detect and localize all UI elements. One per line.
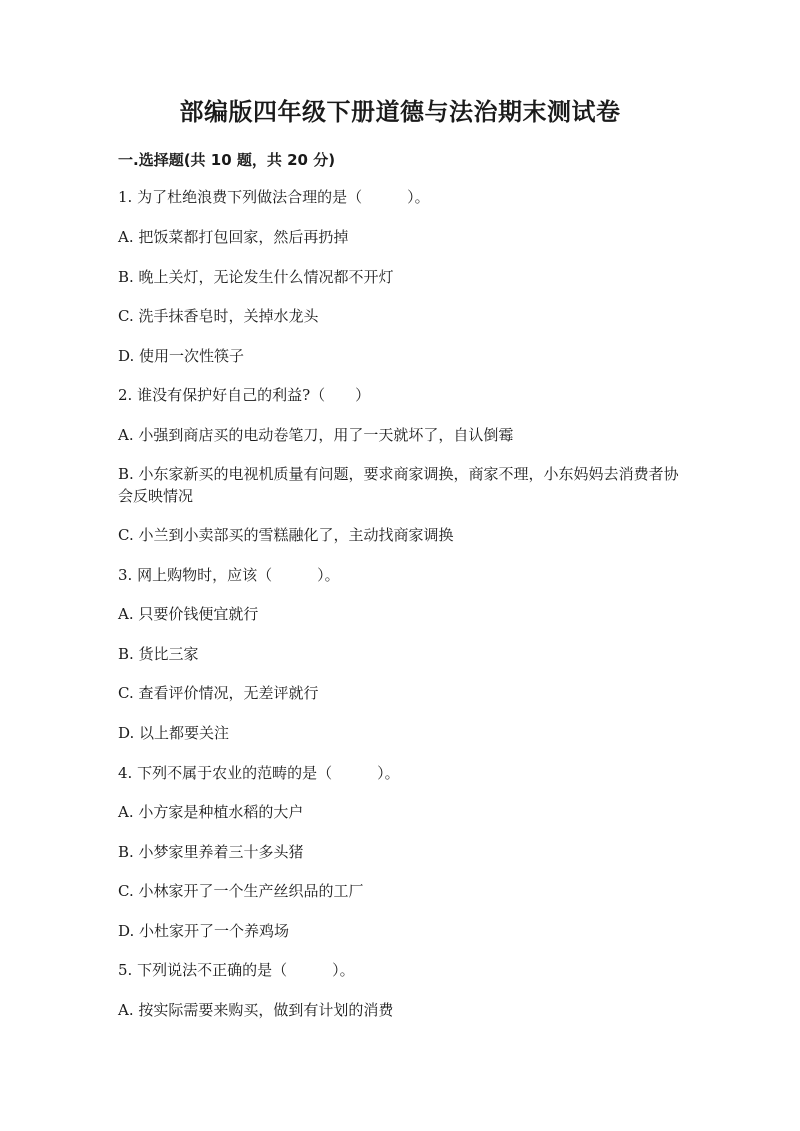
question-2-option-b: B. 小东家新买的电视机质量有问题，要求商家调换，商家不理，小东妈妈去消费者协会反映情况 — [118, 465, 679, 505]
question-4-option-a: A. 小方家是种植水稻的大户 — [118, 803, 304, 821]
question-1-option-b: B. 晚上关灯，无论发生什么情况都不开灯 — [118, 268, 394, 286]
question-4-option-b: B. 小梦家里养着三十多头猪 — [118, 843, 304, 861]
question-stem-5: 5. 下列说法不正确的是（ ）。 — [118, 961, 355, 979]
question-stem-2: 2. 谁没有保护好自己的利益?（ ） — [118, 386, 371, 404]
question-stem-3: 3. 网上购物时，应该（ ）。 — [118, 566, 340, 584]
question-4-option-d: D. 小杜家开了一个养鸡场 — [118, 922, 290, 940]
question-3-option-c: C. 查看评价情况，无差评就行 — [118, 684, 319, 702]
question-3-option-b: B. 货比三家 — [118, 645, 199, 663]
page-title: 部编版四年级下册道德与法治期末测试卷 — [179, 98, 621, 126]
question-stem-1: 1. 为了杜绝浪费下列做法合理的是（ ）。 — [118, 188, 430, 206]
question-3-option-a: A. 只要价钱便宜就行 — [118, 605, 259, 623]
question-1-option-d: D. 使用一次性筷子 — [118, 347, 245, 365]
question-5-option-a: A. 按实际需要来购买，做到有计划的消费 — [118, 1001, 394, 1019]
question-stem-4: 4. 下列不属于农业的范畴的是（ ）。 — [118, 764, 400, 782]
question-1-option-c: C. 洗手抹香皂时，关掉水龙头 — [118, 307, 319, 325]
question-3-option-d: D. 以上都要关注 — [118, 724, 230, 742]
question-1-option-a: A. 把饭菜都打包回家，然后再扔掉 — [118, 228, 349, 246]
question-2-option-c: C. 小兰到小卖部买的雪糕融化了，主动找商家调换 — [118, 526, 454, 544]
question-4-option-c: C. 小林家开了一个生产丝织品的工厂 — [118, 882, 364, 900]
section-heading: 一.选择题(共 10 题，共 20 分) — [118, 151, 336, 169]
question-2-option-a: A. 小强到商店买的电动卷笔刀，用了一天就坏了，自认倒霉 — [118, 426, 514, 444]
